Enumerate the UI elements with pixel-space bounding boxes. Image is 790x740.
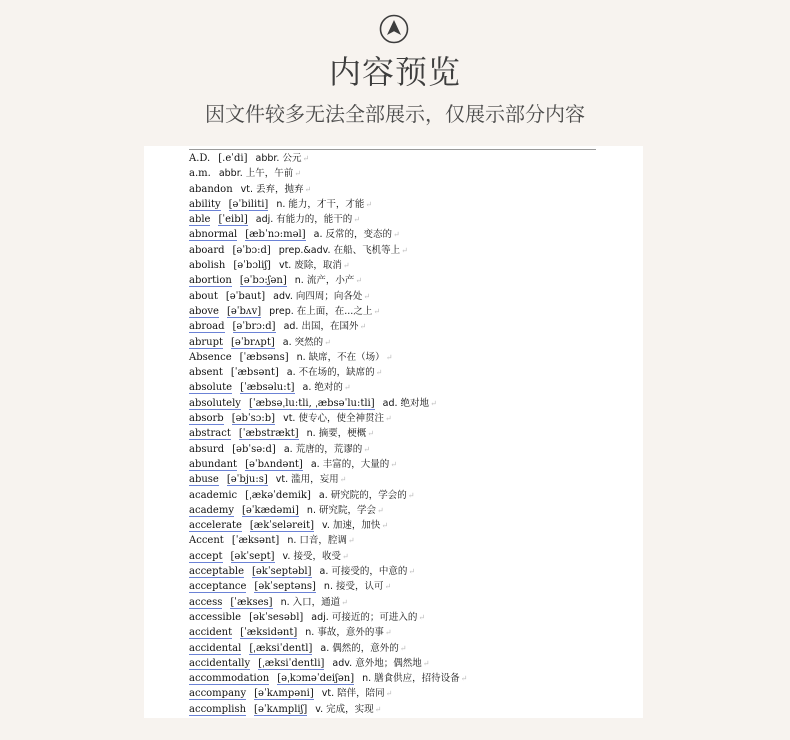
vocab-entry xyxy=(189,350,629,365)
entry-pronunciation: [ˈæbsənt] xyxy=(230,367,279,379)
paragraph-mark: ↵ xyxy=(324,337,331,347)
entry-word: abolish xyxy=(189,260,226,272)
entry-definition: vt. 滥用，妄用 xyxy=(275,474,339,486)
entry-definition: v. 加速，加快 xyxy=(321,520,381,532)
paragraph-mark: ↵ xyxy=(460,674,468,684)
paragraph-mark: ↵ xyxy=(401,245,408,255)
entry-definition: ad. 出国，在国外 xyxy=(283,321,359,333)
vocab-entry xyxy=(189,564,629,579)
document-preview xyxy=(144,146,643,718)
entry-pronunciation: [əˈbiliti] xyxy=(228,198,269,210)
vocab-entry xyxy=(189,182,629,197)
entry-definition: abbr. 上午，午前 xyxy=(218,168,294,180)
entry-pronunciation: [ˌæksiˈdentli] xyxy=(258,657,325,669)
entry-definition: n. 膳食供应，招待设备 xyxy=(362,673,460,685)
paragraph-mark: ↵ xyxy=(381,521,389,531)
entry-word: abandon xyxy=(189,183,233,195)
paragraph-mark: ↵ xyxy=(385,352,393,362)
entry-pronunciation: [.eˈdi] xyxy=(218,153,248,164)
vocab-entry xyxy=(189,411,629,426)
paragraph-mark: ↵ xyxy=(341,597,348,607)
paragraph-mark: ↵ xyxy=(347,536,355,546)
vocab-entry xyxy=(189,457,629,472)
entry-word: abundant xyxy=(189,458,238,470)
entry-pronunciation: [əkˈseptəns] xyxy=(254,581,316,593)
entry-pronunciation: [əˈbrɔ:d] xyxy=(232,321,276,333)
entry-pronunciation: [əkˈsept] xyxy=(230,550,275,562)
entry-definition: adj. 有能力的，能干的 xyxy=(255,214,353,226)
entry-pronunciation: [æbˈnɔ:məl] xyxy=(245,229,306,241)
vocab-entry xyxy=(189,610,629,625)
entry-word: ability xyxy=(189,198,221,210)
entry-pronunciation: [əˈbʌndənt] xyxy=(245,458,303,470)
paragraph-mark: ↵ xyxy=(365,199,373,209)
entry-pronunciation: [ˈeibl] xyxy=(218,214,248,226)
entry-word: accessible xyxy=(189,611,242,623)
entry-pronunciation: [əˈkædəmi] xyxy=(241,504,299,516)
entry-word: aboard xyxy=(189,244,225,256)
paragraph-mark: ↵ xyxy=(341,551,349,561)
paragraph-mark: ↵ xyxy=(302,154,310,163)
entry-pronunciation: [ˌæksiˈdentl] xyxy=(249,642,313,654)
vocab-entry xyxy=(189,151,629,166)
entry-word: accompany xyxy=(189,688,247,700)
entry-word: A.D. xyxy=(189,153,211,164)
entry-definition: ad. 绝对地 xyxy=(382,397,430,409)
paragraph-mark: ↵ xyxy=(367,429,374,439)
header-rule xyxy=(189,149,596,150)
vocab-entry xyxy=(189,625,629,640)
entry-pronunciation: [əˈbɔ:d] xyxy=(232,244,271,256)
entry-definition: v. 完成，实现 xyxy=(315,703,374,715)
vocab-entry xyxy=(189,488,629,503)
entry-definition: adv. 向四周；向各处 xyxy=(273,290,363,302)
vocab-entry xyxy=(189,166,629,181)
paragraph-mark: ↵ xyxy=(422,658,430,668)
vocab-entry xyxy=(189,579,629,594)
entry-definition: n. 研究院，学会 xyxy=(306,504,376,516)
entry-word: acceptance xyxy=(189,581,247,593)
paragraph-mark: ↵ xyxy=(384,628,392,638)
vocab-entry xyxy=(189,518,629,533)
entry-word: access xyxy=(189,596,223,608)
entry-word: able xyxy=(189,214,211,226)
entry-definition: a. 可接受的，中意的 xyxy=(319,566,408,578)
entry-pronunciation: [əˈbɔ:ʃən] xyxy=(239,275,287,287)
vocabulary-list xyxy=(189,151,629,717)
entry-pronunciation: [əˈbrʌpt] xyxy=(231,336,275,348)
entry-word: Accent xyxy=(189,535,224,547)
entry-word: abroad xyxy=(189,321,225,333)
vocab-entry xyxy=(189,212,629,227)
entry-definition: prep.&adv. 在船、飞机等上 xyxy=(278,244,401,256)
entry-word: abortion xyxy=(189,275,232,287)
entry-word: acceptable xyxy=(189,566,244,578)
vocab-entry xyxy=(189,686,629,701)
entry-word: accelerate xyxy=(189,520,242,532)
paragraph-mark: ↵ xyxy=(355,276,363,286)
vocab-entry xyxy=(189,442,629,457)
vocab-entry xyxy=(189,595,629,610)
entry-word: academy xyxy=(189,504,234,516)
paragraph-mark: ↵ xyxy=(430,398,437,408)
entry-definition: prep. 在上面，在...之上 xyxy=(269,305,373,317)
entry-word: academic xyxy=(189,489,238,501)
paragraph-mark: ↵ xyxy=(376,505,384,515)
entry-word: Absence xyxy=(189,351,232,363)
entry-word: accommodation xyxy=(189,673,270,685)
entry-word: accident xyxy=(189,627,233,639)
vocab-entry xyxy=(189,702,629,717)
paragraph-mark: ↵ xyxy=(374,704,382,714)
paragraph-mark: ↵ xyxy=(393,230,400,240)
entry-word: accidentally xyxy=(189,657,251,669)
vocab-entry xyxy=(189,671,629,686)
vocab-entry xyxy=(189,289,629,304)
entry-word: absurd xyxy=(189,443,225,455)
entry-pronunciation: [ˌækəˈdemik] xyxy=(245,489,311,501)
entry-definition: n. 摘要，梗概 xyxy=(306,428,367,440)
vocab-entry xyxy=(189,396,629,411)
entry-pronunciation: [ˈæbsəˌlu:tli, ˌæbsəˈlu:tli] xyxy=(248,397,375,409)
entry-pronunciation: [ˈæbsəlu:t] xyxy=(240,382,295,394)
paragraph-mark: ↵ xyxy=(343,383,351,393)
entry-pronunciation: [ˈækses] xyxy=(230,596,273,608)
entry-pronunciation: [əˈkʌmpəni] xyxy=(254,688,314,700)
entry-definition: vt. 陪伴，陪同 xyxy=(321,688,385,700)
entry-word: absent xyxy=(189,367,223,379)
entry-pronunciation: [əˈbaut] xyxy=(225,290,266,302)
entry-pronunciation: [əˈbju:s] xyxy=(226,474,268,486)
entry-pronunciation: [ˈæksidənt] xyxy=(240,627,298,639)
entry-word: absorb xyxy=(189,413,224,425)
vocab-entry xyxy=(189,258,629,273)
paragraph-mark: ↵ xyxy=(353,215,360,225)
paragraph-mark: ↵ xyxy=(399,643,407,653)
entry-definition: n. 接受，认可 xyxy=(323,581,384,593)
entry-definition: a. 不在场的，缺席的 xyxy=(286,367,375,379)
paragraph-mark: ↵ xyxy=(384,582,392,592)
paragraph-mark: ↵ xyxy=(384,414,392,424)
entry-definition: a. 丰富的，大量的 xyxy=(310,458,390,470)
entry-definition: a. 偶然的，意外的 xyxy=(320,642,399,654)
entry-pronunciation: [əbˈsə:d] xyxy=(232,443,276,455)
paragraph-mark: ↵ xyxy=(385,689,393,699)
paragraph-mark: ↵ xyxy=(373,306,381,316)
vocab-entry xyxy=(189,227,629,242)
entry-word: abuse xyxy=(189,474,219,486)
entry-pronunciation: [ˈæbstrækt] xyxy=(238,428,299,440)
entry-word: a.m. xyxy=(189,168,211,180)
paragraph-mark: ↵ xyxy=(339,475,347,485)
vocab-entry xyxy=(189,641,629,656)
vocab-entry xyxy=(189,243,629,258)
vocab-entry xyxy=(189,380,629,395)
vocab-entry xyxy=(189,503,629,518)
vocab-entry xyxy=(189,656,629,671)
entry-definition: n. 能力，才干，才能 xyxy=(276,198,365,210)
vocab-entry xyxy=(189,426,629,441)
vocab-entry xyxy=(189,197,629,212)
vocab-entry xyxy=(189,365,629,380)
compass-icon xyxy=(379,14,409,44)
entry-word: abnormal xyxy=(189,229,238,241)
entry-word: accept xyxy=(189,550,223,562)
entry-pronunciation: [əˈbʌv] xyxy=(226,305,262,317)
entry-definition: adj. 可接近的；可进入的 xyxy=(311,611,418,623)
entry-word: accomplish xyxy=(189,703,247,715)
page-subtitle: 因文件较多无法全部展示，仅展示部分内容 xyxy=(205,102,585,126)
entry-definition: n. 入口，通道 xyxy=(280,596,341,608)
entry-pronunciation: [əkˈseptəbl] xyxy=(251,566,312,578)
entry-definition: adv. 意外地；偶然地 xyxy=(332,657,422,669)
entry-pronunciation: [ˈæbsəns] xyxy=(239,351,289,363)
paragraph-mark: ↵ xyxy=(375,368,383,378)
entry-pronunciation: [ˈæksənt] xyxy=(231,535,280,547)
vocab-entry xyxy=(189,273,629,288)
entry-definition: a. 反常的，变态的 xyxy=(313,229,392,241)
paragraph-mark: ↵ xyxy=(363,444,370,454)
entry-definition: a. 荒唐的，荒谬的 xyxy=(283,443,363,455)
entry-word: accidental xyxy=(189,642,242,654)
entry-definition: n. 缺席，不在（场） xyxy=(296,351,385,363)
entry-word: absolute xyxy=(189,382,233,394)
entry-word: abstract xyxy=(189,428,231,440)
vocab-entry xyxy=(189,549,629,564)
entry-definition: a. 突然的 xyxy=(282,336,324,348)
paragraph-mark: ↵ xyxy=(390,459,397,469)
paragraph-mark: ↵ xyxy=(418,612,426,622)
paragraph-mark: ↵ xyxy=(304,184,312,194)
entry-word: about xyxy=(189,290,218,302)
entry-definition: vt. 使专心，使全神贯注 xyxy=(283,413,384,425)
paragraph-mark: ↵ xyxy=(408,567,416,577)
entry-definition: abbr. 公元 xyxy=(255,153,302,164)
entry-definition: a. 研究院的，学会的 xyxy=(318,489,407,501)
vocab-entry xyxy=(189,304,629,319)
entry-definition: vt. 废除，取消 xyxy=(278,260,342,272)
entry-word: abrupt xyxy=(189,336,224,348)
paragraph-mark: ↵ xyxy=(363,291,371,301)
vocab-entry xyxy=(189,319,629,334)
entry-definition: n. 口音，腔调 xyxy=(287,535,347,547)
entry-definition: vt. 丢弃，抛弃 xyxy=(240,183,304,195)
entry-pronunciation: [əˌkɔməˈdeiʃən] xyxy=(277,673,355,685)
entry-pronunciation: [əbˈsɔ:b] xyxy=(231,413,276,425)
entry-definition: n. 流产，小产 xyxy=(294,275,355,287)
paragraph-mark: ↵ xyxy=(407,490,415,500)
page-title: 内容预览 xyxy=(328,53,461,91)
entry-word: absolutely xyxy=(189,397,241,409)
vocab-entry xyxy=(189,472,629,487)
vocab-entry xyxy=(189,335,629,350)
paragraph-mark: ↵ xyxy=(342,261,350,271)
paragraph-mark: ↵ xyxy=(359,322,367,332)
entry-definition: v. 接受，收受 xyxy=(282,550,341,562)
entry-word: above xyxy=(189,305,219,317)
entry-definition: n. 事故，意外的事 xyxy=(305,627,384,639)
entry-pronunciation: [əˈbɔliʃ] xyxy=(233,260,271,272)
entry-pronunciation: [əkˈsesəbl] xyxy=(249,611,304,623)
paragraph-mark: ↵ xyxy=(294,169,301,179)
entry-pronunciation: [ækˈseləreit] xyxy=(249,520,314,532)
entry-definition: a. 绝对的 xyxy=(302,382,343,394)
entry-pronunciation: [əˈkʌmpliʃ] xyxy=(254,703,308,715)
vocab-entry xyxy=(189,533,629,548)
